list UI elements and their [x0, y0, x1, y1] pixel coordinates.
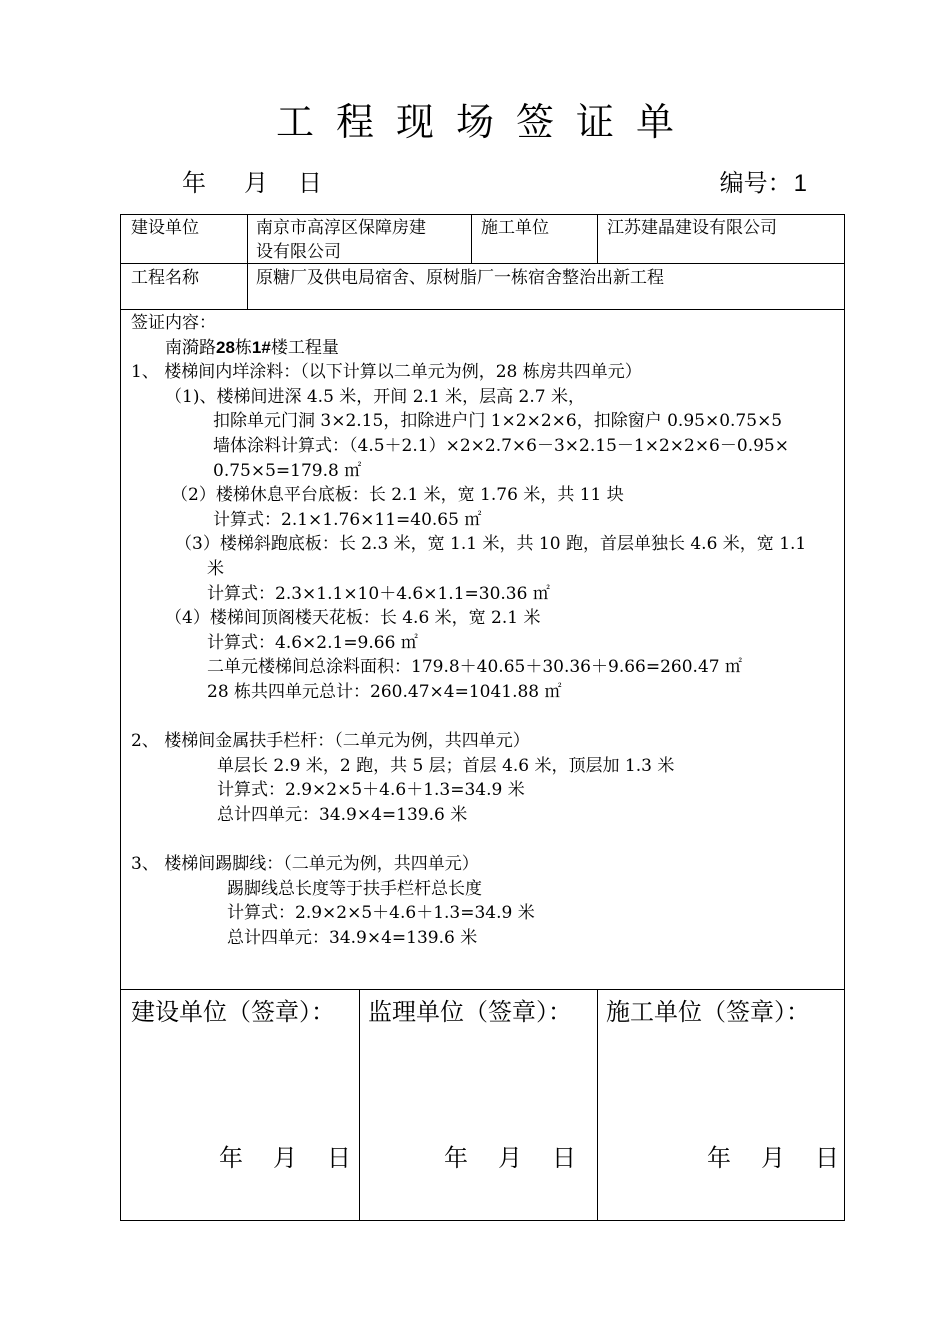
content-line: 总计四单元：34.9×4=139.6 米	[217, 804, 468, 825]
project-value: 原糖厂及供电局宿舍、原树脂厂一栋宿舍整治出新工程	[256, 268, 664, 288]
content-line: 总计四单元：34.9×4=139.6 米	[227, 927, 478, 948]
content-line: 踢脚线总长度等于扶手栏杆总长度	[227, 878, 482, 899]
content-heading: 签证内容：	[131, 313, 216, 333]
contractor-value: 江苏建晶建设有限公司	[607, 218, 777, 238]
header-date	[182, 166, 322, 200]
content-line: 计算式：2.9×2×5＋4.6＋1.3=34.9 米	[217, 780, 525, 801]
content-line: 单层长 2.9 米，2 跑，共 5 层；首层 4.6 米，顶层加 1.3 米	[217, 755, 675, 776]
content-line: 二单元楼梯间总涂料面积：179.8＋40.65＋30.36＋9.66=260.47 ㎡	[207, 657, 742, 678]
intro-prefix: 南漪路	[165, 337, 216, 358]
col-divider	[597, 215, 598, 263]
content-line: 计算式：4.6×2.1=9.66 ㎡	[207, 632, 418, 653]
content-line: 1、 楼梯间内垟涂料：（以下计算以二单元为例，28 栋房共四单元）	[131, 362, 642, 383]
supervisor-signature-label: 监理单位（签章）：	[368, 998, 572, 1026]
supervisor-signature-date	[444, 1141, 576, 1175]
sig-date-day: 日	[327, 1144, 351, 1172]
intro-mid: 栋	[234, 337, 252, 358]
sig-date-day: 日	[552, 1144, 576, 1172]
date-month: 月	[244, 169, 268, 197]
row-divider	[121, 309, 844, 310]
content-line: 计算式：2.1×1.76×11=40.65 ㎡	[213, 509, 482, 530]
project-label: 工程名称	[131, 268, 199, 288]
sig-date-month: 月	[498, 1144, 522, 1172]
content-line: 计算式：2.3×1.1×10＋4.6×1.1=30.36 ㎡	[207, 583, 550, 604]
content-line: 计算式：2.9×2×5＋4.6＋1.3=34.9 米	[227, 903, 535, 924]
content-intro	[131, 336, 843, 361]
builder-value-line1: 南京市高淳区保障房建	[256, 218, 426, 238]
contractor-label: 施工单位	[481, 218, 549, 238]
content-line: 扣除单元门洞 3×2.15，扣除进户门 1×2×2×6，扣除窗户 0.95×0.75×5	[213, 411, 783, 432]
page-title: 工程现场签证单	[275, 100, 696, 144]
document-number	[720, 166, 807, 201]
visa-content	[131, 311, 843, 950]
intro-bold-building: 1#	[251, 337, 271, 357]
builder-value-line2: 设有限公司	[256, 242, 341, 262]
sig-date-month: 月	[273, 1144, 297, 1172]
col-divider	[247, 215, 248, 309]
contractor-signature-date	[707, 1141, 839, 1175]
content-line: （4）楼梯间顶阁楼天花板：长 4.6 米，宽 2.1 米	[165, 608, 541, 629]
sig-date-year: 年	[219, 1144, 243, 1172]
content-line: 3、 楼梯间踢脚线：（二单元为例，共四单元）	[131, 854, 479, 875]
sig-date-month: 月	[761, 1144, 785, 1172]
number-label: 编号：	[719, 169, 792, 197]
row-divider	[121, 989, 844, 990]
intro-bold-number: 28	[216, 337, 235, 357]
sig-date-day: 日	[815, 1144, 839, 1172]
builder-label: 建设单位	[131, 218, 199, 238]
builder-signature-label: 建设单位（签章）：	[131, 998, 335, 1026]
col-divider	[359, 989, 360, 1221]
sig-date-year: 年	[444, 1144, 468, 1172]
col-divider	[597, 989, 598, 1221]
content-line: （1)、楼梯间进深 4.5 米，开间 2.1 米，层高 2.7 米，	[165, 386, 585, 407]
sig-date-year: 年	[707, 1144, 731, 1172]
intro-suffix: 楼工程量	[270, 337, 339, 358]
number-value: 1	[793, 170, 807, 197]
date-day: 日	[298, 169, 322, 197]
row-divider	[121, 263, 844, 264]
contractor-signature-label: 施工单位（签章）：	[606, 998, 810, 1026]
content-line: 0.75×5=179.8 ㎡	[213, 460, 362, 481]
date-year: 年	[182, 169, 206, 197]
visa-form-table	[120, 214, 845, 1221]
content-line: 28 栋共四单元总计：260.47×4=1041.88 ㎡	[207, 681, 562, 702]
col-divider	[471, 215, 472, 263]
content-line: 米	[207, 558, 224, 579]
content-line: 墙体涂料计算式：（4.5＋2.1）×2×2.7×6－3×2.15－1×2×2×6－0.95×	[213, 435, 789, 456]
content-line: （3）楼梯斜跑底板：长 2.3 米，宽 1.1 米，共 10 跑，首层单独长 4.6 米，宽 1.1	[175, 534, 807, 555]
content-line: 2、 楼梯间金属扶手栏杆：（二单元为例，共四单元）	[131, 731, 530, 752]
builder-signature-date	[219, 1141, 351, 1175]
builder-value	[256, 216, 470, 264]
content-line: （2）楼梯休息平台底板：长 2.1 米，宽 1.76 米，共 11 块	[171, 485, 624, 506]
